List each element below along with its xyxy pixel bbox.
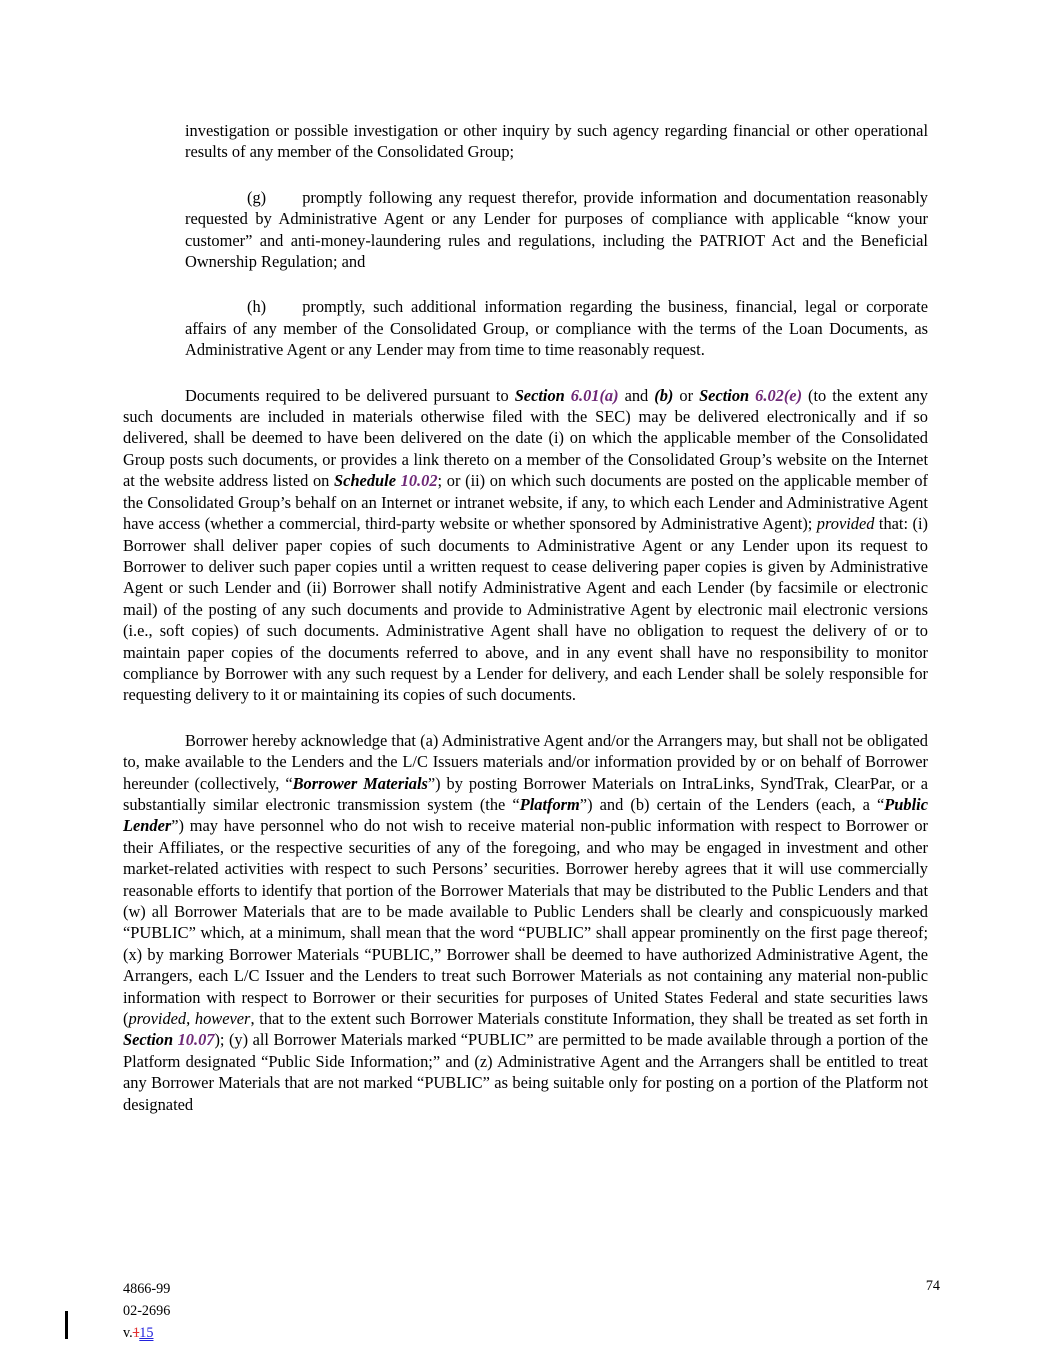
paragraph-continuation: investigation or possible investigation or other inquiry by such agency regarding financial or other operational results of any member of the Consolidated Group;: [185, 121, 928, 162]
footer-version-deleted: 1: [132, 1325, 140, 1341]
footer-version-line: [123, 1322, 170, 1344]
footer-version-inserted: 15: [139, 1325, 154, 1341]
footer-doc-id-1: 4866-99: [123, 1281, 171, 1297]
revision-change-bar: [65, 1311, 68, 1339]
footer-doc-ids: [123, 1278, 170, 1344]
paragraph-clause-g: (g) promptly following any request therefor, provide information and documentation reasonably requested by Administrative Agent or any Lender for purposes of compliance with applicable “know your customer” and anti-money-laundering rules and regulations, including the PATRIOT Act and the Beneficial Ownership Regulation; and: [185, 187, 928, 272]
page-number: 74: [925, 1278, 940, 1294]
paragraph-documents-delivery: Documents required to be delivered pursuant to Section 6.01(a) and (b) or Section 6.02(e) (to the extent any such documents are included in materials otherwise filed with the SEC) may be delivered electronically and if so delivered, shall be deemed to have been delivered on the date (i) on which the applicable member of the Consolidated Group posts such documents, or provides a link thereto on a member of the Consolidated Group’s website on the Internet at the website address listed on Schedule 10.02; or (ii) on which such documents are posted on the applicable member of the Consolidated Group’s behalf on an Internet or intranet website, if any, to which each Lender and Administrative Agent have access (whether a commercial, third-party website or whether sponsored by Administrative Agent); provided that: (i) Borrower shall deliver paper copies of such documents to Administrative Agent or any Lender upon its request to Borrower to deliver such paper copies until a written request to cease delivering paper copies is given by Administrative Agent or such Lender and (ii) Borrower shall notify Administrative Agent and each Lender (by facsimile or electronic mail) of the posting of any such documents and provide to Administrative Agent by electronic mail electronic versions (i.e., soft copies) of such documents. Administrative Agent shall have no obligation to request the delivery of or to maintain paper copies of the documents referred to above, and in any event shall have no responsibility to monitor compliance by Borrower with any such request by a Lender for delivery, and each Lender shall be solely responsible for requesting delivery to it or maintaining its copies of such documents.: [123, 385, 928, 705]
footer-doc-id-2: 02-2696: [123, 1303, 171, 1319]
paragraph-borrower-materials: Borrower hereby acknowledge that (a) Administrative Agent and/or the Arrangers may, but shall not be obligated to, make available to the Lenders and the L/C Issuers materials and/or information provided by or on behalf of Borrower hereunder (collectively, “Borrower Materials”) by posting Borrower Materials on IntraLinks, SyndTrak, ClearPar, or a substantially similar electronic transmission system (the “Platform”) and (b) certain of the Lenders (each, a “Public Lender”) may have personnel who do not wish to receive material non-public information with respect to Borrower or their Affiliates, or the respective securities of any of the foregoing, and who may be engaged in investment and other market-related activities with respect to such Persons’ securities. Borrower hereby agrees that it will use commercially reasonable efforts to identify that portion of the Borrower Materials that may be distributed to the Public Lenders and that (w) all Borrower Materials that are to be made available to Public Lenders shall be clearly and conspicuously marked “PUBLIC” which, at a minimum, shall mean that the word “PUBLIC” shall appear prominently on the first page thereof; (x) by marking Borrower Materials “PUBLIC,” Borrower shall be deemed to have authorized Administrative Agent, the Arrangers, each L/C Issuer and the Lenders to treat such Borrower Materials as not containing any material non-public information with respect to Borrower or their securities for purposes of United States Federal and state securities laws (provided, however, that to the extent such Borrower Materials constitute Information, they shall be treated as set forth in Section 10.07); (y) all Borrower Materials marked “PUBLIC” are permitted to be made available through a portion of the Platform designated “Public Side Information;” and (z) Administrative Agent and the Arrangers shall be entitled to treat any Borrower Materials that are not marked “PUBLIC” as being suitable only for posting on a portion of the Platform not designated: [123, 730, 928, 1114]
document-body: [123, 120, 928, 1115]
paragraph-clause-h: (h) promptly, such additional information regarding the business, financial, legal or corporate affairs of any member of the Consolidated Group, or compliance with the terms of the Loan Documents, as Administrative Agent or any Lender may from time to time reasonably request.: [185, 297, 928, 360]
footer-version-prefix: v.: [123, 1325, 133, 1341]
